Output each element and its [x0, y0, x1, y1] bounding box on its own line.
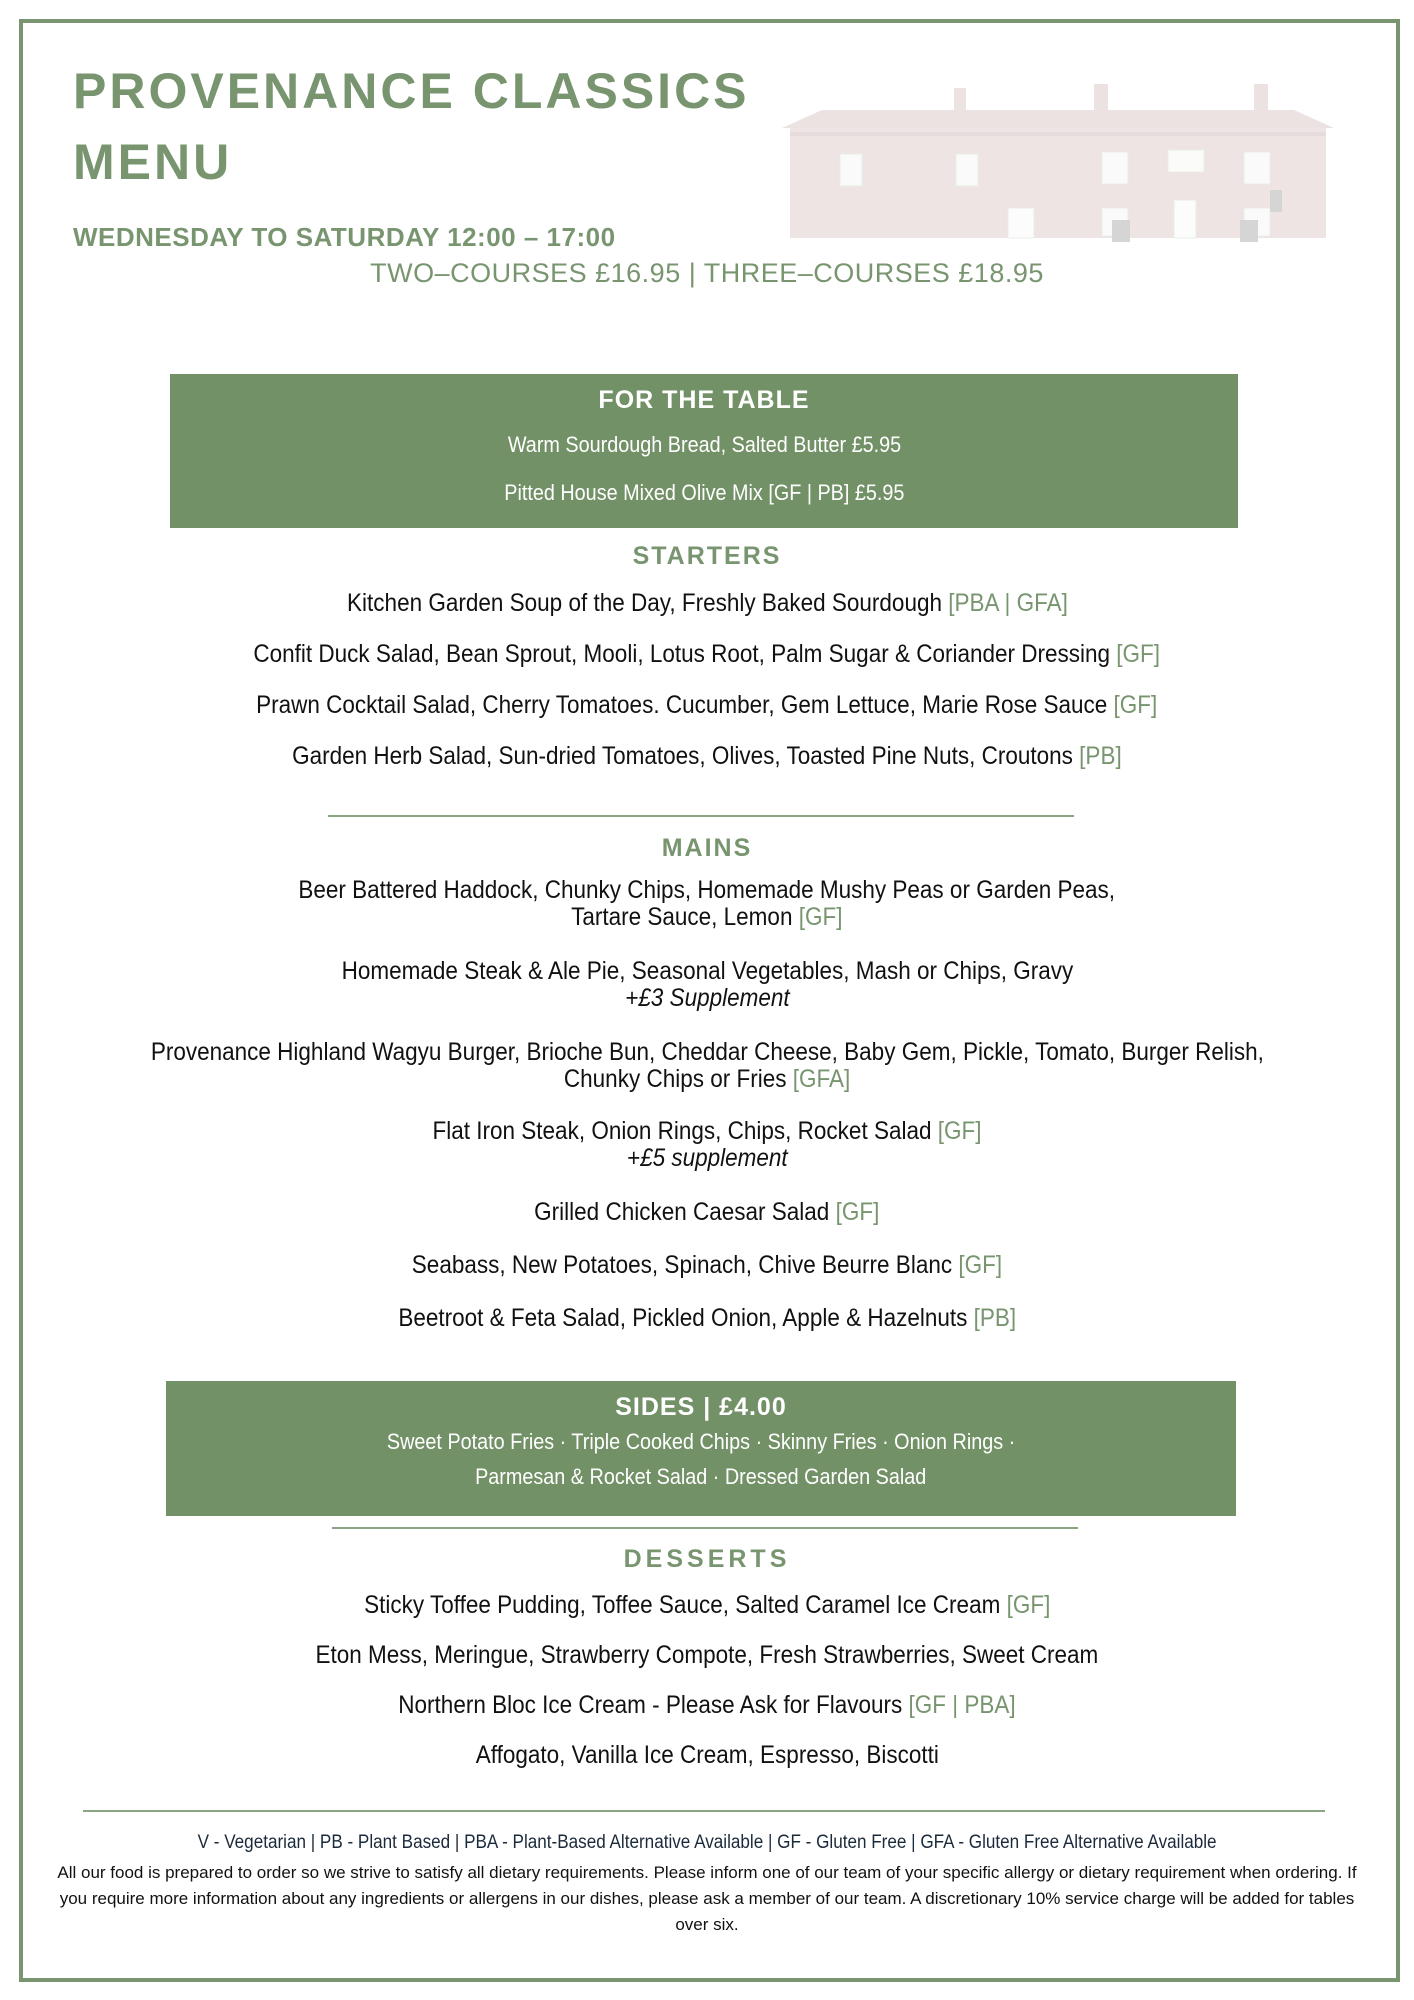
sides-list-line1: Sweet Potato Fries · Triple Cooked Chips · Skinny Fries · Onion Rings ·: [386, 1429, 1016, 1454]
item-name: Garden Herb Salad, Sun-dried Tomatoes, Olives, Toasted Pine Nuts, Croutons: [292, 742, 1074, 770]
dietary-tag: [GF]: [835, 1198, 880, 1226]
section-title-desserts: DESSERTS: [623, 1545, 791, 1573]
section-divider: [332, 1527, 1078, 1529]
dietary-tag: [PB]: [973, 1304, 1016, 1332]
menu-item: [0, 1742, 1414, 1769]
item-name: Seabass, New Potatoes, Spinach, Chive Beurre Blanc: [411, 1251, 953, 1279]
item-name: Kitchen Garden Soup of the Day, Freshly Baked Sourdough: [346, 589, 942, 617]
item-name: Northern Bloc Ice Cream - Please Ask for Flavours: [398, 1691, 903, 1719]
menu-item: [0, 1199, 1414, 1226]
course-pricing-text: TWO–COURSES £16.95 | THREE–COURSES £18.95: [370, 258, 1044, 288]
menu-item: [0, 743, 1414, 770]
for-the-table-box: [170, 374, 1238, 528]
menu-item: [0, 692, 1414, 719]
menu-title-line1: PROVENANCE CLASSICS: [73, 63, 750, 119]
section-title-mains: MAINS: [661, 834, 753, 862]
for-the-table-title: FOR THE TABLE: [598, 386, 810, 414]
dietary-tag: [GF]: [1006, 1591, 1051, 1619]
dietary-tag: [GF]: [1116, 640, 1161, 668]
supplement-note: +£5 supplement: [626, 1144, 788, 1172]
item-name: Sticky Toffee Pudding, Toffee Sauce, Salted Caramel Ice Cream: [363, 1591, 1001, 1619]
dietary-tag: [GF]: [1113, 691, 1158, 719]
dietary-tag: [GFA]: [792, 1065, 851, 1093]
menu-title-line2: MENU: [73, 134, 233, 190]
menu-item: [0, 877, 1414, 931]
menu-item: [0, 590, 1414, 617]
item-name-cont: Tartare Sauce, Lemon: [571, 903, 793, 931]
item-name: Flat Iron Steak, Onion Rings, Chips, Rocket Salad: [432, 1117, 932, 1145]
opening-hours: WEDNESDAY TO SATURDAY 12:00 – 17:00: [73, 222, 616, 252]
menu-item: [0, 641, 1414, 668]
menu-item: [0, 1592, 1414, 1619]
section-divider: [328, 815, 1074, 817]
item-name: Eton Mess, Meringue, Strawberry Compote, Fresh Strawberries, Sweet Cream: [315, 1641, 1099, 1669]
item-name: Provenance Highland Wagyu Burger, Brioche Bun, Cheddar Cheese, Baby Gem, Pickle, Tomato, Burger Relish,: [150, 1038, 1264, 1066]
menu-item: [0, 1642, 1414, 1669]
supplement-note: +£3 Supplement: [624, 984, 790, 1012]
dietary-tag: [PBA | GFA]: [947, 589, 1068, 617]
sides-title: SIDES | £4.00: [615, 1393, 787, 1421]
table-item: Pitted House Mixed Olive Mix [GF | PB] £5.95: [503, 480, 905, 505]
item-name: Prawn Cocktail Salad, Cherry Tomatoes. Cucumber, Gem Lettuce, Marie Rose Sauce: [256, 691, 1114, 719]
dietary-tag: [GF]: [958, 1251, 1003, 1279]
dietary-tag: [GF]: [937, 1117, 982, 1145]
dietary-legend-text: V - Vegetarian | PB - Plant Based | PBA - Plant-Based Alternative Available | GF - Gluten Free | GFA - Gluten Free Alternative Available: [197, 1832, 1217, 1853]
item-name: Confit Duck Salad, Bean Sprout, Mooli, Lotus Root, Palm Sugar & Coriander Dressing: [253, 640, 1111, 668]
sides-box: [166, 1381, 1236, 1516]
section-title-starters: STARTERS: [632, 542, 782, 570]
item-name: Beetroot & Feta Salad, Pickled Onion, Apple & Hazelnuts: [398, 1304, 968, 1332]
menu-item: [0, 1692, 1414, 1719]
dietary-legend: [0, 1832, 1414, 1854]
menu-item: [0, 1039, 1414, 1093]
item-name-cont: Chunky Chips or Fries: [563, 1065, 787, 1093]
item-name: Beer Battered Haddock, Chunky Chips, Homemade Mushy Peas or Garden Peas,: [298, 876, 1116, 904]
menu-item: [0, 958, 1414, 1012]
dietary-tag: [PB]: [1079, 742, 1122, 770]
pub-building-illustration: [782, 70, 1334, 242]
allergy-note: All our food is prepared to order so we strive to satisfy all dietary requirements. Please inform one of our team of your specific allergy or dietary requirement when ordering. If you require more information about any ingredients or allergens in our dishes, please ask a member of our team. A discretionary 10% service charge will be added for tables over six.: [57, 1863, 1357, 1934]
footer-divider: [83, 1810, 1325, 1812]
item-name: Homemade Steak & Ale Pie, Seasonal Vegetables, Mash or Chips, Gravy: [341, 957, 1073, 985]
item-name: Affogato, Vanilla Ice Cream, Espresso, Biscotti: [475, 1741, 939, 1769]
menu-item: [0, 1305, 1414, 1332]
dietary-tag: [GF]: [798, 903, 843, 931]
menu-item: [0, 1252, 1414, 1279]
item-name: Grilled Chicken Caesar Salad: [534, 1198, 830, 1226]
menu-item: [0, 1118, 1414, 1172]
dietary-tag: [GF | PBA]: [908, 1691, 1016, 1719]
sides-list-line2: Parmesan & Rocket Salad · Dressed Garden Salad: [475, 1464, 927, 1489]
table-item: Warm Sourdough Bread, Salted Butter £5.95: [507, 432, 901, 457]
course-pricing: [0, 258, 1414, 289]
